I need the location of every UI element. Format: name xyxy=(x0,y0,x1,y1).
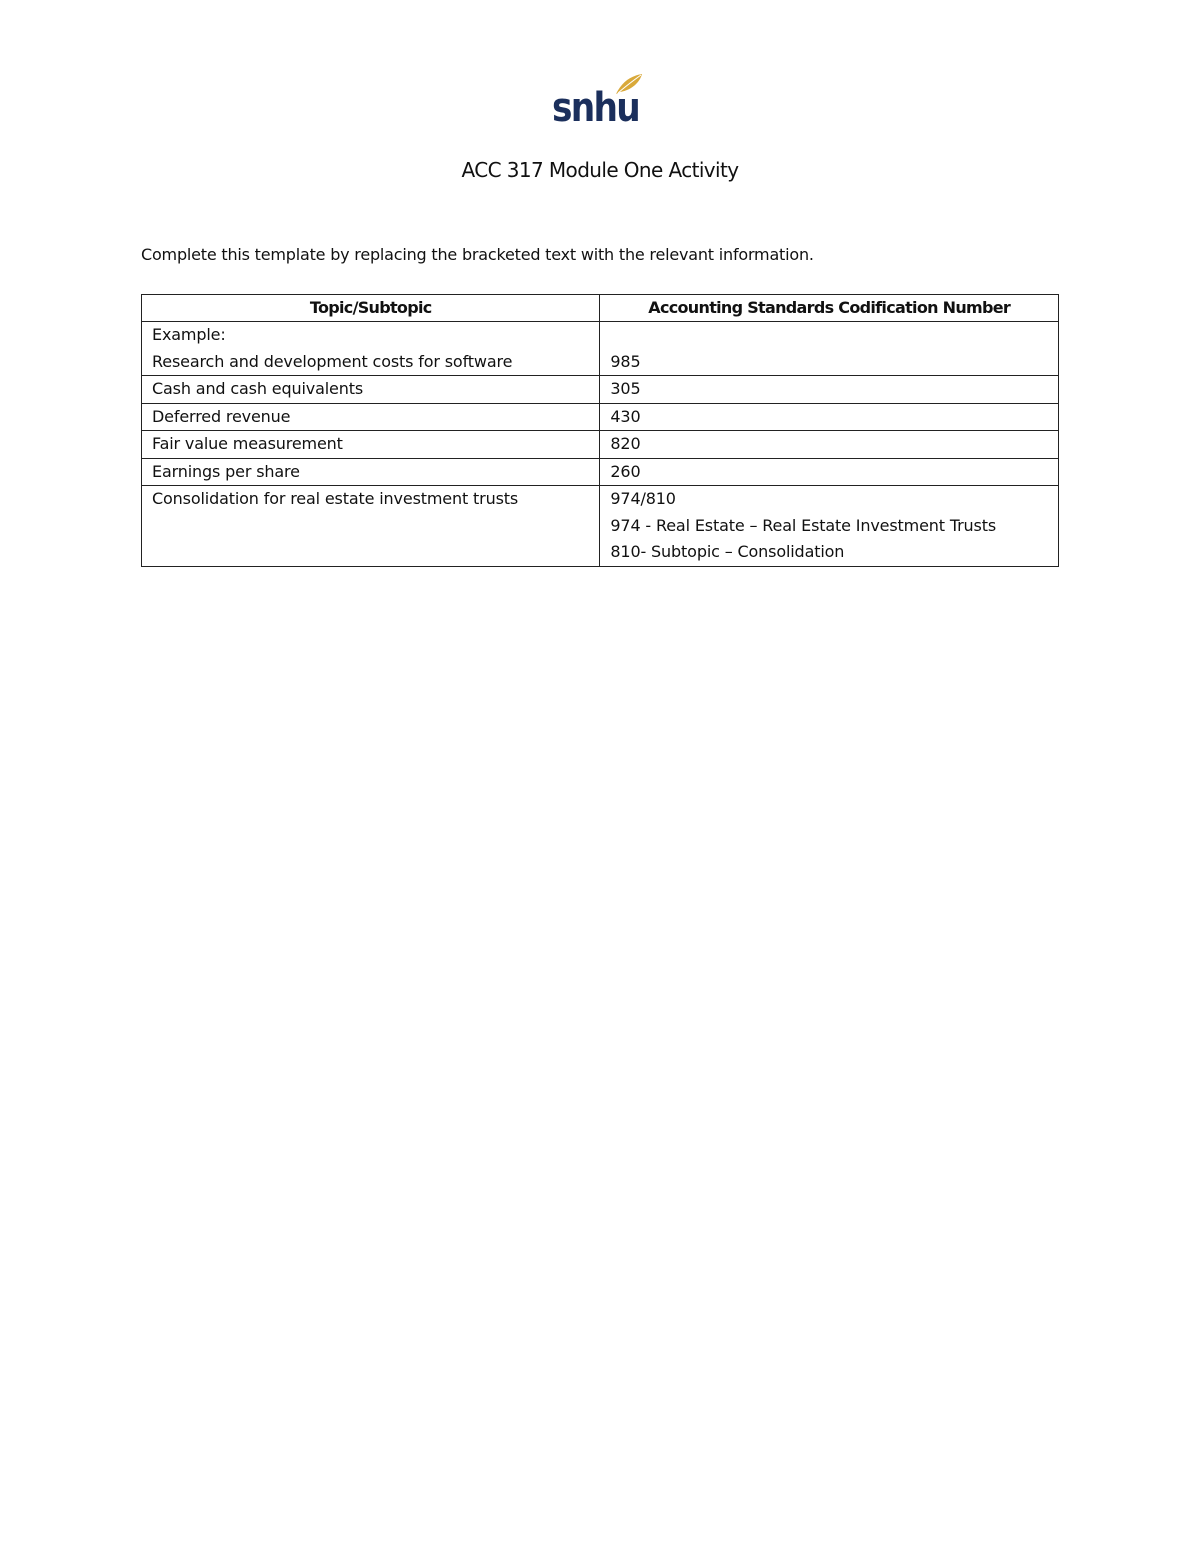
example-label: Example: xyxy=(152,325,226,344)
number-detail-real-estate: 974 - Real Estate – Real Estate Investment Trusts xyxy=(610,515,997,535)
example-number-spacer xyxy=(610,322,1048,349)
topic-cell xyxy=(142,458,600,486)
number-text: 305 xyxy=(610,379,641,398)
table-row xyxy=(142,458,1059,486)
number-cell xyxy=(600,431,1059,459)
number-cell xyxy=(600,458,1059,486)
topic-text: Fair value measurement xyxy=(152,434,343,453)
table-row xyxy=(142,431,1059,459)
topic-cell xyxy=(142,376,600,404)
number-text: 820 xyxy=(610,434,641,453)
snhu-logo xyxy=(552,72,644,136)
codification-table xyxy=(141,294,1059,567)
number-cell xyxy=(600,486,1059,567)
number-text: 260 xyxy=(610,461,641,481)
number-cell xyxy=(600,376,1059,404)
topic-text: Cash and cash equivalents xyxy=(152,379,364,398)
topic-text: Consolidation for real estate investment trusts xyxy=(152,489,519,508)
example-number: 985 xyxy=(610,351,641,371)
number-text: 974/810 xyxy=(610,489,676,508)
example-topic: Research and development costs for software xyxy=(152,351,513,371)
column-header-asc-number: Accounting Standards Codification Number xyxy=(600,295,1059,322)
topic-cell xyxy=(142,431,600,459)
topic-text: Earnings per share xyxy=(152,461,300,481)
example-number-cell xyxy=(600,322,1059,376)
table-row-consolidation xyxy=(142,486,1059,567)
topic-text: Deferred revenue xyxy=(152,406,291,426)
column-header-topic: Topic/Subtopic xyxy=(142,295,600,322)
number-cell xyxy=(600,403,1059,431)
logo-wordmark: snhu xyxy=(552,85,640,131)
topic-cell xyxy=(142,403,600,431)
instructions-text: Complete this template by replacing the bracketed text with the relevant information. xyxy=(141,245,814,264)
example-topic-cell xyxy=(142,322,600,376)
number-text: 430 xyxy=(610,406,641,426)
number-detail-consolidation: 810- Subtopic – Consolidation xyxy=(610,542,845,561)
table-row-example xyxy=(142,322,1059,376)
page-title: ACC 317 Module One Activity xyxy=(461,158,739,182)
table-header-row xyxy=(142,295,1059,322)
table-row xyxy=(142,403,1059,431)
table-row xyxy=(142,376,1059,404)
topic-cell xyxy=(142,486,600,567)
